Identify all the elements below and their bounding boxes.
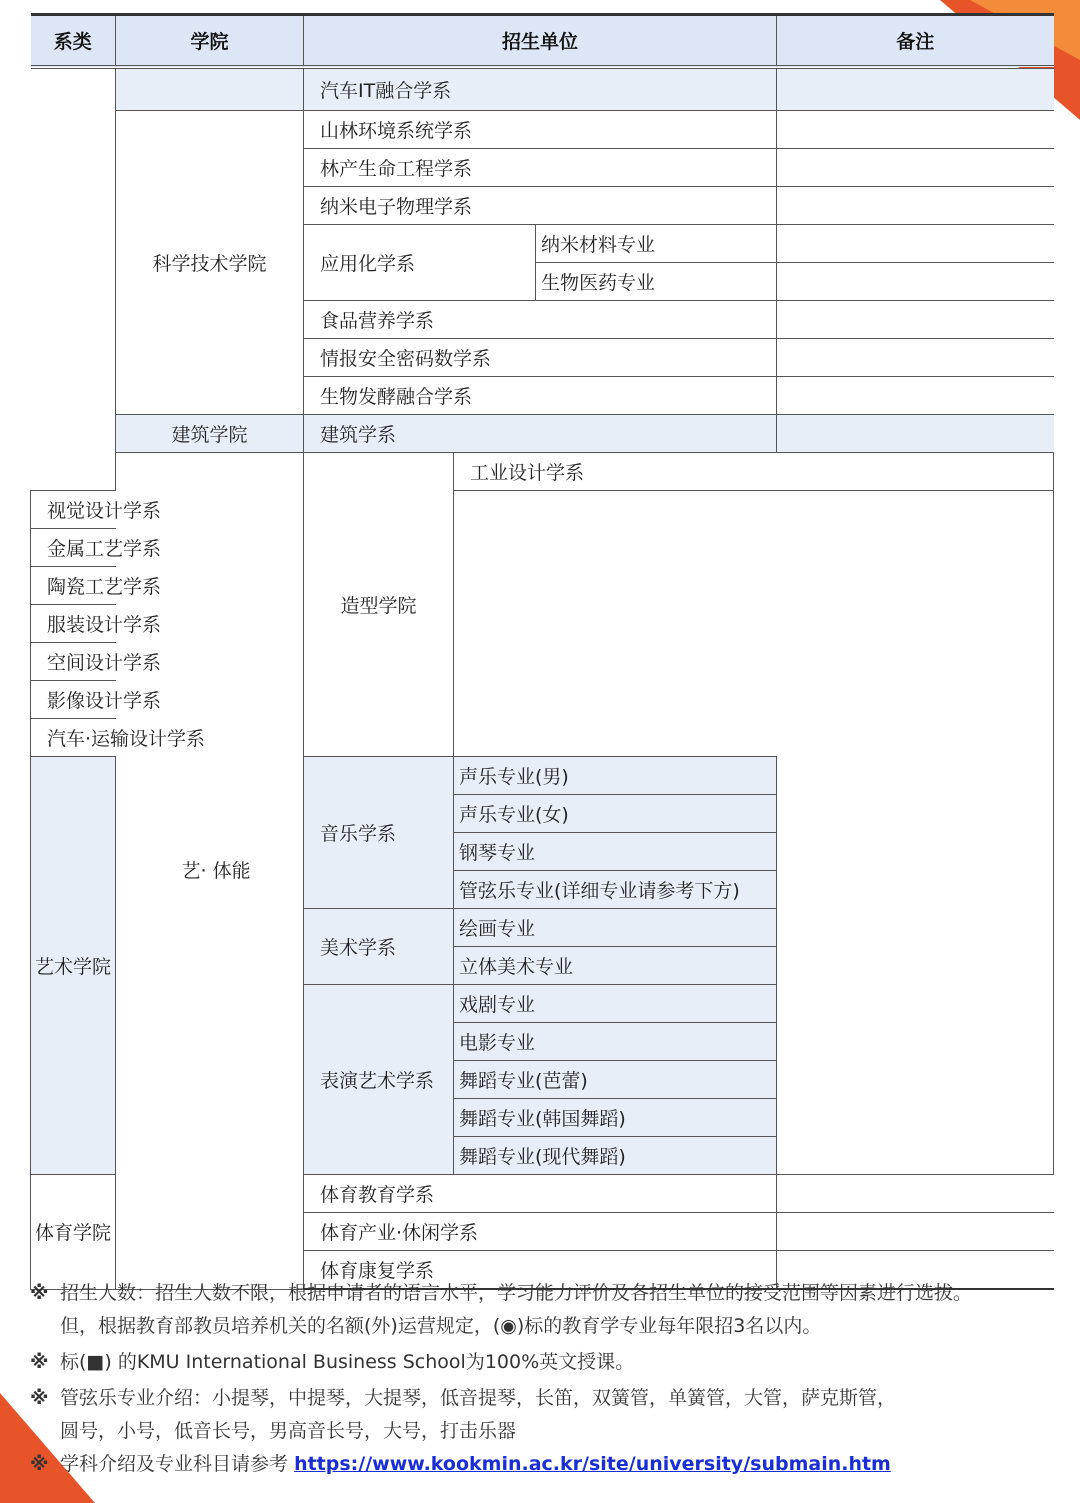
note-kmu-ibs: [30, 1346, 1050, 1379]
unit-forest-life: 林产生命工程学系: [304, 149, 777, 187]
unit-info-security: 情报安全密码数学系: [304, 339, 777, 377]
unit-metal-craft: 金属工艺学系: [31, 529, 454, 567]
remark-cell: [777, 149, 1054, 187]
header-category: 系类: [31, 15, 116, 68]
college-cell-auto-it: [116, 67, 304, 111]
major-piano: 钢琴专业: [454, 833, 777, 871]
college-pe: 体育学院: [31, 1175, 116, 1290]
note-enrollment: [30, 1277, 1050, 1310]
unit-pe-education: 体育教育学系: [304, 1175, 777, 1213]
unit-ceramic-craft: 陶瓷工艺学系: [31, 567, 454, 605]
remark-cell: [777, 1213, 1054, 1251]
remark-cell: [777, 111, 1054, 149]
major-dance-korean: 舞蹈专业(韩国舞蹈): [454, 1099, 777, 1137]
note-mark: ※: [30, 1282, 49, 1304]
table-row: [31, 643, 1054, 681]
header-college: 学院: [116, 15, 304, 68]
table-row: [31, 529, 1054, 567]
major-drama: 戏剧专业: [454, 985, 777, 1023]
table-row: [31, 681, 1054, 719]
unit-auto-transport-design: 汽车·运输设计学系: [31, 719, 454, 757]
unit-visual-design: 视觉设计学系: [31, 491, 454, 529]
note-reference: [30, 1448, 1050, 1481]
note-enrollment-cont: [30, 1310, 1050, 1343]
table-row: [31, 453, 1054, 491]
note-orchestra: [30, 1382, 1050, 1415]
header-remark: 备注: [777, 15, 1054, 68]
note-mark: ※: [30, 1351, 49, 1373]
major-vocal-female: 声乐专业(女): [454, 795, 777, 833]
remark-cell: [777, 377, 1054, 415]
note-enrollment-line1: 招生人数：招生人数不限，根据申请者的语言水平，学习能力评价及各招生单位的接受范围等因素进行选拔。: [60, 1282, 973, 1304]
major-film: 电影专业: [454, 1023, 777, 1061]
unit-nano-physics: 纳米电子物理学系: [304, 187, 777, 225]
note-orchestra-line1: 管弦乐专业介绍：小提琴，中提琴，大提琴，低音提琴，长笛，双簧管，单簧管，大管，萨克斯管，: [60, 1387, 897, 1409]
major-dance-ballet: 舞蹈专业(芭蕾): [454, 1061, 777, 1099]
unit-music: 音乐学系: [304, 757, 454, 909]
major-orchestra: 管弦乐专业(详细专业请参考下方): [454, 871, 777, 909]
remark-cell: [777, 225, 1054, 263]
note-kmu-ibs-text: 标(■) 的KMU International Business School为100%英文授课。: [60, 1351, 635, 1373]
remark-cell: [777, 67, 1054, 111]
major-nano-material: 纳米材料专业: [536, 225, 777, 263]
unit-performing-arts: 表演艺术学系: [304, 985, 454, 1175]
table-row: [31, 491, 1054, 529]
note-orchestra-cont: [30, 1415, 1050, 1448]
major-painting: 绘画专业: [454, 909, 777, 947]
table-row: [31, 719, 1054, 757]
unit-bio-ferment: 生物发酵融合学系: [304, 377, 777, 415]
unit-forest-env: 山林环境系统学系: [304, 111, 777, 149]
remark-cell: [777, 339, 1054, 377]
header-unit: 招生单位: [304, 15, 777, 68]
table-row: [31, 67, 1054, 111]
major-vocal-male: 声乐专业(男): [454, 757, 777, 795]
unit-pe-industry: 体育产业·休闲学系: [304, 1213, 777, 1251]
major-sculpture: 立体美术专业: [454, 947, 777, 985]
remark-cell: [777, 187, 1054, 225]
unit-fine-arts: 美术学系: [304, 909, 454, 985]
note-mark: ※: [30, 1387, 49, 1409]
unit-film-design: 影像设计学系: [31, 681, 454, 719]
table-row: [31, 111, 1054, 149]
category-cell-top: [31, 67, 116, 491]
college-arts: 艺术学院: [31, 757, 116, 1175]
table-row: [31, 567, 1054, 605]
college-science-technology: 科学技术学院: [116, 111, 304, 415]
unit-fashion-design: 服装设计学系: [31, 605, 454, 643]
unit-space-design: 空间设计学系: [31, 643, 454, 681]
major-bio-pharma: 生物医药专业: [536, 263, 777, 301]
unit-food-nutrition: 食品营养学系: [304, 301, 777, 339]
table-header-row: [31, 15, 1054, 68]
college-architecture: 建筑学院: [116, 415, 304, 453]
admission-units-table: [30, 13, 1054, 1290]
remark-cell: [777, 263, 1054, 301]
reference-link[interactable]: https://www.kookmin.ac.kr/site/university/submain.htm: [294, 1453, 891, 1475]
remark-cell: [777, 415, 1054, 453]
college-design: 造型学院: [304, 453, 454, 757]
category-art-pe-label: 艺· 体能: [181, 859, 251, 882]
note-mark: ※: [30, 1453, 49, 1475]
unit-pe-rehab: 体育康复学系: [304, 1251, 777, 1290]
footnotes: [30, 1277, 1050, 1481]
unit-auto-it: 汽车IT融合学系: [304, 67, 777, 111]
note-orchestra-line2: 圆号，小号，低音长号，男高音长号，大号，打击乐器: [60, 1420, 517, 1442]
unit-applied-chemistry: 应用化学系: [304, 225, 536, 301]
unit-industrial-design: 工业设计学系: [454, 453, 1054, 491]
remark-cell: [777, 1175, 1054, 1213]
major-dance-modern: 舞蹈专业(现代舞蹈): [454, 1137, 777, 1175]
note-reference-text: 学科介绍及专业科目请参考: [60, 1453, 289, 1475]
unit-architecture: 建筑学系: [304, 415, 777, 453]
table-row: [31, 415, 1054, 453]
table-row: [31, 605, 1054, 643]
remark-cell: [777, 301, 1054, 339]
note-enrollment-line2: 但，根据教育部教员培养机关的名额(外)运营规定，(◉)标的教育学专业每年限招3名以内。: [60, 1315, 822, 1337]
